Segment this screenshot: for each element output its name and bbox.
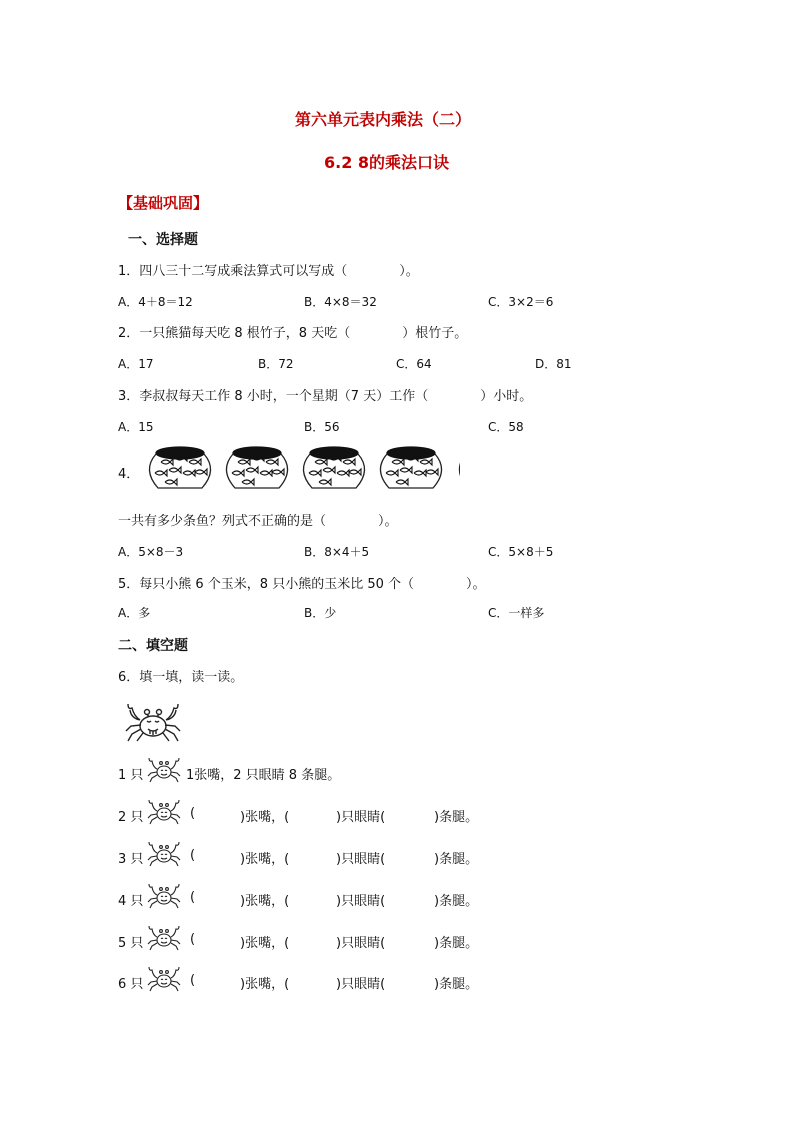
fish-icon xyxy=(260,470,272,476)
fish-icon xyxy=(155,470,167,476)
fish-icon xyxy=(161,459,173,465)
row-mouth-blank: )张嘴，( xyxy=(240,936,290,951)
fishbowl-illustration xyxy=(140,440,460,500)
fish-icon xyxy=(238,459,250,465)
crab-icon xyxy=(146,754,182,788)
question-1: 1．四八三十二写成乘法算式可以写成（ ）。 xyxy=(118,264,419,279)
crab-icon xyxy=(146,880,182,914)
q1-option-a: A．4＋8＝12 xyxy=(118,295,193,309)
q5-option-b: B．少 xyxy=(304,606,337,620)
q5-option-a: A．多 xyxy=(118,606,151,620)
row-paren: ( xyxy=(190,973,196,988)
row-count: 2 只 xyxy=(118,810,144,825)
fish-icon xyxy=(189,459,201,465)
row-legs-blank: )条腿。 xyxy=(434,894,479,909)
fishbowl xyxy=(380,447,441,488)
row-mouth-blank: )张嘴，( xyxy=(240,894,290,909)
row-paren: ( xyxy=(190,932,196,947)
fish-icon xyxy=(396,479,408,485)
row-mouth-blank: )张嘴，( xyxy=(240,810,290,825)
fishbowl xyxy=(459,447,460,488)
fish-icon xyxy=(183,470,195,476)
row-legs-blank: )条腿。 xyxy=(434,810,479,825)
fish-icon xyxy=(272,469,284,475)
fish-icon xyxy=(165,479,177,485)
fish-icon xyxy=(349,469,361,475)
fish-icon xyxy=(246,467,258,473)
fishbowl xyxy=(303,447,364,488)
row-count: 4 只 xyxy=(118,894,144,909)
fish-icon xyxy=(266,459,278,465)
row-eyes-blank: )只眼睛( xyxy=(336,810,386,825)
section-label: 【基础巩固】 xyxy=(118,194,209,212)
q1-option-c: C．3×2＝6 xyxy=(488,295,554,309)
row-text: 1张嘴，2 只眼睛 8 条腿。 xyxy=(186,768,341,783)
fish-icon xyxy=(232,470,244,476)
row-mouth-blank: )张嘴，( xyxy=(240,977,290,992)
fish-icon xyxy=(309,470,321,476)
crab-icon xyxy=(146,922,182,956)
fish-icon xyxy=(315,459,327,465)
crab-icon xyxy=(146,963,182,997)
fish-icon xyxy=(323,467,335,473)
q3-option-c: C．58 xyxy=(488,420,524,434)
q3-option-a: A．15 xyxy=(118,420,154,434)
unit-title: 第六单元表内乘法（二） xyxy=(295,110,472,129)
question-4: 一共有多少条鱼？列式不正确的是（ ）。 xyxy=(118,514,398,529)
fishbowl xyxy=(226,447,287,488)
crab-icon xyxy=(146,838,182,872)
row-legs-blank: )条腿。 xyxy=(434,852,479,867)
fish-icon xyxy=(426,469,438,475)
question-5: 5．每只小熊 6 个玉米，8 只小熊的玉米比 50 个（ ）。 xyxy=(118,577,486,592)
fish-icon xyxy=(400,467,412,473)
part1-heading: 一、选择题 xyxy=(128,232,198,248)
row-count: 3 只 xyxy=(118,852,144,867)
row-paren: ( xyxy=(190,848,196,863)
question-3: 3．李叔叔每天工作 8 小时，一个星期（7 天）工作（ ）小时。 xyxy=(118,389,533,404)
row-eyes-blank: )只眼睛( xyxy=(336,936,386,951)
q2-option-b: B．72 xyxy=(258,357,294,371)
fishbowl xyxy=(149,447,210,488)
q4-option-c: C．5×8＋5 xyxy=(488,545,554,559)
row-eyes-blank: )只眼睛( xyxy=(336,852,386,867)
q3-option-b: B．56 xyxy=(304,420,340,434)
q2-option-d: D．81 xyxy=(535,357,572,371)
fish-icon xyxy=(242,479,254,485)
row-mouth-blank: )张嘴，( xyxy=(240,852,290,867)
q5-option-c: C．一样多 xyxy=(488,606,545,620)
fish-icon xyxy=(386,470,398,476)
question-2: 2．一只熊猫每天吃 8 根竹子，8 天吃（ ）根竹子。 xyxy=(118,326,468,341)
row-count: 5 只 xyxy=(118,936,144,951)
q1-option-b: B．4×8＝32 xyxy=(304,295,377,309)
fish-icon xyxy=(420,459,432,465)
q2-option-a: A．17 xyxy=(118,357,154,371)
row-count: 1 只 xyxy=(118,768,144,783)
question-4-number: 4． xyxy=(118,467,140,482)
q2-option-c: C．64 xyxy=(396,357,432,371)
crab-illustration xyxy=(120,698,186,746)
question-6: 6．填一填，读一读。 xyxy=(118,670,244,685)
q4-option-b: B．8×4＋5 xyxy=(304,545,370,559)
row-paren: ( xyxy=(190,890,196,905)
row-legs-blank: )条腿。 xyxy=(434,936,479,951)
fish-icon xyxy=(169,467,181,473)
row-eyes-blank: )只眼睛( xyxy=(336,977,386,992)
fish-icon xyxy=(414,470,426,476)
fish-icon xyxy=(392,459,404,465)
row-paren: ( xyxy=(190,806,196,821)
row-eyes-blank: )只眼睛( xyxy=(336,894,386,909)
fish-icon xyxy=(195,469,207,475)
row-legs-blank: )条腿。 xyxy=(434,977,479,992)
row-count: 6 只 xyxy=(118,977,144,992)
part2-heading: 二、填空题 xyxy=(118,638,188,654)
crab-icon xyxy=(146,796,182,830)
fish-icon xyxy=(343,459,355,465)
fish-icon xyxy=(337,470,349,476)
lesson-title: 6.2 8的乘法口诀 xyxy=(324,153,450,172)
q4-option-a: A．5×8－3 xyxy=(118,545,184,559)
fish-icon xyxy=(319,479,331,485)
